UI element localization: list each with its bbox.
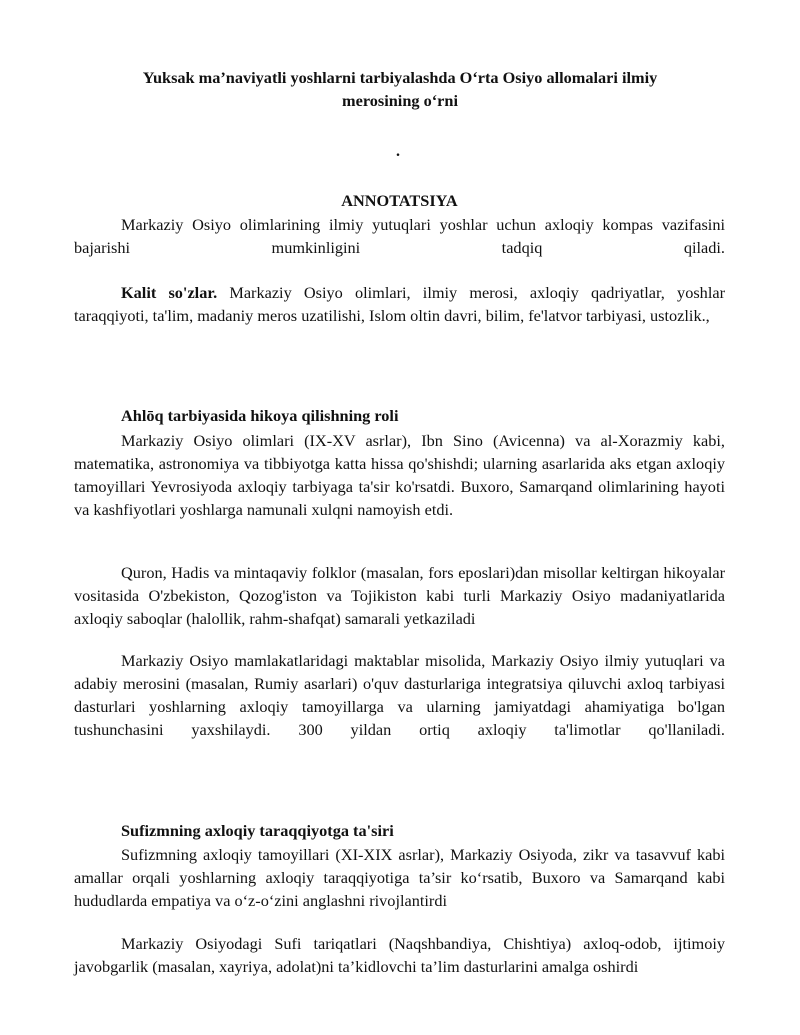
section-1-paragraph-2: Quron, Hadis va mintaqaviy folklor (masalan, fors eposlari)dan misollar keltirgan hikoyalar vositasida O'zbekiston, Qozog'iston va Tojikiston kabi turli Markaziy Osiyo madaniyatlarida axloqiy saboqlar (halollik, rahm-shafqat) samarali yetkaziladi: [74, 563, 725, 628]
keywords-paragraph: [74, 281, 725, 327]
section-2-paragraph-2: Markaziy Osiyodagi Sufi tariqatlari (Naqshbandiya, Chishtiya) axloq-odob, ijtimoiy javobgarlik (masalan, xayriya, adolat)ni ta’kidlovchi ta’lim dasturlarini amalga oshirdi: [74, 934, 725, 976]
keywords-text: Markaziy Osiyo olimlari, ilmiy merosi, axloqiy qadriyatlar, yoshlar taraqqiyoti, ta'lim, madaniy meros uzatilishi, Islom oltin davri, bilim, fe'latvor tarbiyasi, ustozlik.,: [74, 283, 725, 325]
annotation-paragraph: Markaziy Osiyo olimlarining ilmiy yutuqlari yoshlar uchun axloqiy kompas vazifasini bajarishi mumkinligini tadqiq qiladi.: [74, 215, 725, 257]
title-line-2: merosining o‘rni: [342, 91, 458, 110]
keywords-label: Kalit so'zlar.: [121, 283, 218, 302]
section-2-paragraph-1: Sufizmning axloqiy tamoyillari (XI-XIX asrlar), Markaziy Osiyoda, zikr va tasavvuf kabi amallar orqali yoshlarning axloqiy taraqqiyotiga ta’sir ko‘rsatib, Buxoro va Samarqand kabi hududlarda empatiya va o‘z-o‘zini anglashni rivojlantirdi: [74, 845, 725, 910]
section-1-heading: Ahlōq tarbiyasida hikoya qilishning roli: [121, 406, 399, 425]
document-title: [90, 66, 710, 112]
section-2-heading: Sufizmning axloqiy taraqqiyotga ta'siri: [121, 821, 394, 840]
section-1-paragraph-3: Markaziy Osiyo mamlakatlaridagi maktablar misolida, Markaziy Osiyo ilmiy yutuqlari va adabiy merosini (masalan, Rumiy asarlari) o'quv dasturlariga integratsiya qiluvchi axloq tarbiyasi dasturlari yoshlarning axloqiy tamoyillarga va ularning jamiyatdagi ahamiyatiga bo'lgan tushunchasini yaxshilaydi. 300 yildan ortiq axloqiy ta'limotlar qo'llaniladi.: [74, 651, 725, 739]
annotation-heading: ANNOTATSIYA: [341, 191, 458, 210]
title-line-1: Yuksak ma’naviyatli yoshlarni tarbiyalashda O‘rta Osiyo allomalari ilmiy: [142, 68, 658, 87]
section-1-paragraph-1: Markaziy Osiyo olimlari (IX-XV asrlar), Ibn Sino (Avicenna) va al-Xorazmiy kabi, matematika, astronomiya va tibbiyotga katta hissa qo'shishdi; ularning asarlarida aks etgan axloqiy tamoyillari Yevrosiyoda axloqiy tarbiyaga ta'sir ko'rsatdi. Buxoro, Samarqand olimlarining hayoti va kashfiyotlari yoshlarga namunali xulqni namoyish etdi.: [74, 431, 725, 519]
separator-dot: .: [396, 143, 400, 160]
